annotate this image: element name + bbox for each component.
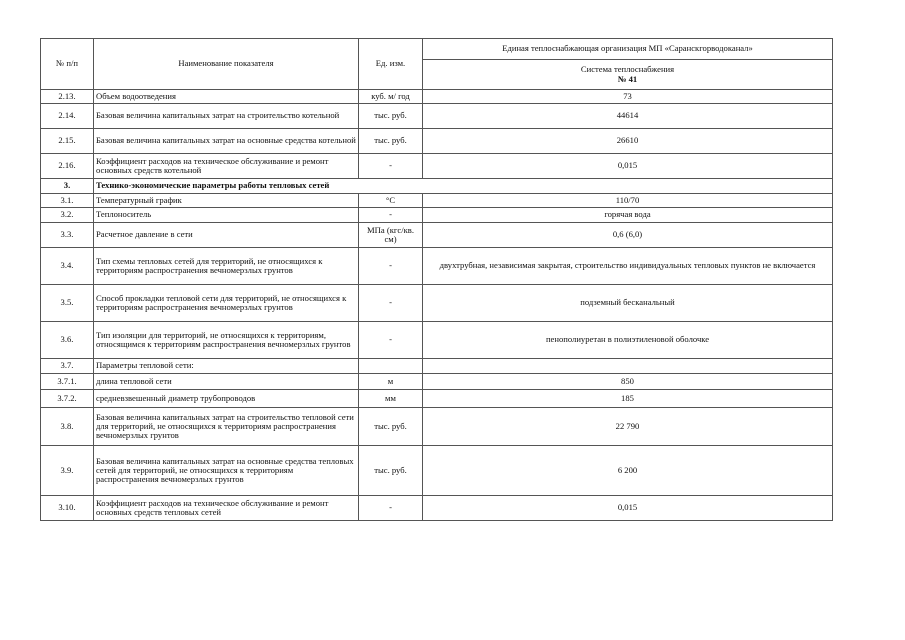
- row-value: 0,015: [423, 496, 833, 521]
- row-num: 3.7.1.: [41, 374, 94, 390]
- row-name: Коэффициент расходов на техническое обслуживание и ремонт основных средств котельной: [94, 154, 359, 179]
- row-num: 3.7.: [41, 359, 94, 374]
- header-organization: Единая теплоснабжающая организация МП «Саранскгорводоканал»: [423, 39, 833, 60]
- row-value: двухтрубная, независимая закрытая, строительство индивидуальных тепловых пунктов не включается: [423, 248, 833, 285]
- row-unit: тыс. руб.: [359, 104, 423, 129]
- table-row: [41, 129, 833, 154]
- row-unit: МПа (кгс/кв. см): [359, 223, 423, 248]
- row-name: длина тепловой сети: [94, 374, 359, 390]
- row-value: 6 200: [423, 446, 833, 496]
- indicators-table: [40, 38, 833, 521]
- row-name: Тип схемы тепловых сетей для территорий, не относящихся к территориям распространения вечномерзлых грунтов: [94, 248, 359, 285]
- table-row: [41, 496, 833, 521]
- table-row: [41, 408, 833, 446]
- row-unit: -: [359, 248, 423, 285]
- row-value: 110/70: [423, 194, 833, 208]
- table-row: [41, 90, 833, 104]
- row-value: подземный бесканальный: [423, 285, 833, 322]
- table-row: [41, 223, 833, 248]
- table-row: [41, 322, 833, 359]
- row-num: 3.6.: [41, 322, 94, 359]
- row-num: 3.5.: [41, 285, 94, 322]
- row-num: 3.2.: [41, 208, 94, 223]
- row-name: Коэффициент расходов на техническое обслуживание и ремонт основных средств тепловых сетей: [94, 496, 359, 521]
- table-row: [41, 390, 833, 408]
- row-name: Температурный график: [94, 194, 359, 208]
- row-name: Базовая величина капитальных затрат на строительство тепловой сети для территорий, не относящихся к территориям распространения вечномерзлых грунтов: [94, 408, 359, 446]
- row-name: Базовая величина капитальных затрат на строительство котельной: [94, 104, 359, 129]
- header-unit: Ед. изм.: [359, 39, 423, 90]
- row-num: 3.3.: [41, 223, 94, 248]
- row-name: Объем водоотведения: [94, 90, 359, 104]
- table-row: [41, 194, 833, 208]
- row-num: 3.9.: [41, 446, 94, 496]
- row-unit: -: [359, 285, 423, 322]
- table-row: [41, 359, 833, 374]
- row-value: 26610: [423, 129, 833, 154]
- section-num: 3.: [41, 179, 94, 194]
- row-unit: мм: [359, 390, 423, 408]
- table-row: [41, 285, 833, 322]
- row-name: средневзвешенный диаметр трубопроводов: [94, 390, 359, 408]
- section-title: Технико-экономические параметры работы тепловых сетей: [94, 179, 833, 194]
- row-unit: тыс. руб.: [359, 446, 423, 496]
- row-unit: -: [359, 208, 423, 223]
- header-system-number: № 41: [617, 73, 638, 84]
- row-num: 2.16.: [41, 154, 94, 179]
- row-value: 0,015: [423, 154, 833, 179]
- row-num: 2.15.: [41, 129, 94, 154]
- row-unit: м: [359, 374, 423, 390]
- row-num: 3.4.: [41, 248, 94, 285]
- table-row: [41, 154, 833, 179]
- row-name: Параметры тепловой сети:: [94, 359, 359, 374]
- document-page: [40, 38, 833, 521]
- row-value: [423, 359, 833, 374]
- row-name: Расчетное давление в сети: [94, 223, 359, 248]
- row-num: 3.8.: [41, 408, 94, 446]
- row-value: 185: [423, 390, 833, 408]
- row-name: Базовая величина капитальных затрат на основные средства тепловых сетей для территорий, не относящихся к территориям распространения вечномерзлых грунтов: [94, 446, 359, 496]
- row-unit: тыс. руб.: [359, 129, 423, 154]
- row-unit: -: [359, 154, 423, 179]
- row-value: пенополиуретан в полиэтиленовой оболочке: [423, 322, 833, 359]
- table-row: [41, 446, 833, 496]
- row-num: 3.1.: [41, 194, 94, 208]
- row-unit: °С: [359, 194, 423, 208]
- row-unit: куб. м/ год: [359, 90, 423, 104]
- row-unit: тыс. руб.: [359, 408, 423, 446]
- row-name: Теплоноситель: [94, 208, 359, 223]
- row-num: 2.13.: [41, 90, 94, 104]
- row-unit: [359, 359, 423, 374]
- section-row: [41, 179, 833, 194]
- row-value: 73: [423, 90, 833, 104]
- row-num: 2.14.: [41, 104, 94, 129]
- row-name: Способ прокладки тепловой сети для территорий, не относящихся к территориям распространения вечномерзлых грунтов: [94, 285, 359, 322]
- row-value: горячая вода: [423, 208, 833, 223]
- row-unit: -: [359, 496, 423, 521]
- row-name: Базовая величина капитальных затрат на основные средства котельной: [94, 129, 359, 154]
- table-row: [41, 248, 833, 285]
- header-name: Наименование показателя: [94, 39, 359, 90]
- row-value: 850: [423, 374, 833, 390]
- header-system: [423, 60, 833, 90]
- row-num: 3.10.: [41, 496, 94, 521]
- row-name: Тип изоляции для территорий, не относящихся к территориям, относящимся к территориям распространения вечномерзлых грунтов: [94, 322, 359, 359]
- table-row: [41, 374, 833, 390]
- row-unit: -: [359, 322, 423, 359]
- row-num: 3.7.2.: [41, 390, 94, 408]
- row-value: 0,6 (6,0): [423, 223, 833, 248]
- header-system-label: Система теплоснабжения: [580, 64, 675, 75]
- table-row: [41, 104, 833, 129]
- table-row: [41, 208, 833, 223]
- row-value: 44614: [423, 104, 833, 129]
- header-num: № п/п: [41, 39, 94, 90]
- row-value: 22 790: [423, 408, 833, 446]
